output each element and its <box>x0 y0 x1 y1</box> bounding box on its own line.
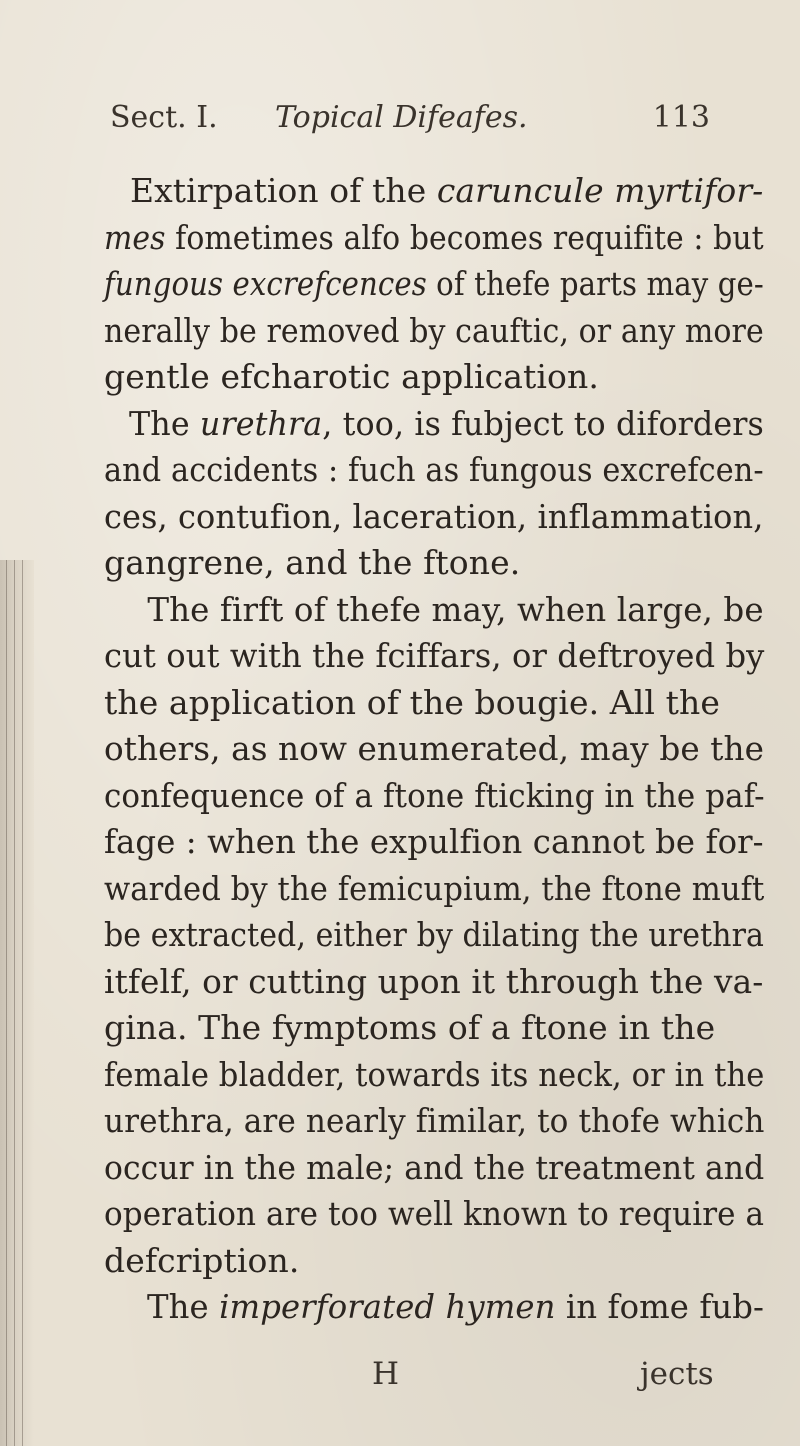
text-segment: nerally be removed by cauftic, or any more <box>104 310 764 350</box>
text-line <box>104 680 764 727</box>
text-line <box>104 354 764 401</box>
italic-term: imperforated hymen <box>219 1287 556 1326</box>
text-segment: in fome fub- <box>555 1287 765 1326</box>
italic-term: caruncule myrtifor- <box>436 171 764 210</box>
text-segment: others, as now enumerated, may be the <box>104 729 765 768</box>
text-segment: cut out with the fciffars, or deftroyed by <box>104 636 765 675</box>
text-segment: and accidents : fuch as fungous excrefcen- <box>104 450 764 489</box>
text-line <box>104 1238 764 1285</box>
text-segment: operation are too well known to require a <box>104 1194 765 1233</box>
text-segment: gentle efcharotic application. <box>104 357 599 396</box>
text-line <box>104 912 765 959</box>
text-line <box>104 587 764 634</box>
text-segment: occur in the male; and the treatment and <box>104 1147 765 1187</box>
text-segment: female bladder, towards its neck, or in the <box>104 1054 765 1094</box>
text-line <box>104 1284 765 1331</box>
text-segment: defcription. <box>104 1240 300 1280</box>
text-segment: urethra, are nearly fimilar, to thofe which <box>104 1101 765 1140</box>
text-line <box>104 773 765 820</box>
text-segment: of the <box>318 171 437 210</box>
text-segment: The <box>147 1287 220 1326</box>
italic-term: mes <box>104 217 166 257</box>
text-segment: of thefe parts may ge- <box>426 264 764 303</box>
text-segment: fometimes alfo becomes requifite : but <box>165 217 764 257</box>
text-segment: gina. The fymptoms of a ftone in the <box>104 1008 716 1047</box>
text-segment: warded by the femicupium, the ftone muft <box>104 868 765 908</box>
text-segment: the application of the bougie. All the <box>104 682 720 722</box>
text-segment: , too, is fubject to diforders <box>322 403 764 443</box>
text-line <box>104 540 764 587</box>
text-line <box>104 261 764 308</box>
text-line <box>104 1145 765 1192</box>
binding-rule <box>14 560 15 1446</box>
text-segment: Extirpation <box>129 171 319 210</box>
text-line <box>104 168 763 215</box>
signature-mark: H <box>372 1356 400 1392</box>
text-segment: fage : when the expulfion cannot be for- <box>104 822 764 861</box>
running-header <box>110 100 710 150</box>
text-line <box>104 866 765 913</box>
section-label: Sect. I. <box>110 100 218 135</box>
text-line <box>104 819 764 866</box>
catchword: jects <box>640 1356 714 1392</box>
text-segment: be extracted, either by dilating the urethra <box>104 915 765 954</box>
text-line <box>104 726 765 773</box>
italic-term: urethra <box>199 403 323 443</box>
text-line <box>104 1098 765 1145</box>
binding-rule <box>6 560 7 1446</box>
page-number: 113 <box>652 100 710 135</box>
text-line <box>104 1005 764 1052</box>
text-line <box>104 215 764 262</box>
running-title: Topical Difeafes. <box>275 100 528 135</box>
text-segment: The <box>129 403 200 443</box>
binding-rule <box>22 560 23 1446</box>
text-line <box>104 1191 765 1238</box>
text-line <box>104 401 764 448</box>
text-line <box>104 308 764 355</box>
text-segment: confequence of a ftone fticking in the paf- <box>104 775 765 815</box>
text-line <box>104 959 764 1006</box>
text-segment: itfelf, or cutting upon it through the va- <box>104 961 764 1001</box>
body-text <box>104 168 764 1331</box>
text-segment: gangrene, and the ftone. <box>104 543 521 582</box>
text-line <box>104 633 765 680</box>
text-line <box>104 447 764 494</box>
text-line <box>104 1052 765 1099</box>
text-line <box>104 494 764 541</box>
text-segment: ces, contufion, laceration, inflammation, <box>104 496 764 536</box>
page-binding-edge <box>0 560 34 1446</box>
text-segment: The firft of thefe may, when large, be <box>147 589 764 629</box>
italic-term: fungous excrefcences <box>104 264 427 303</box>
